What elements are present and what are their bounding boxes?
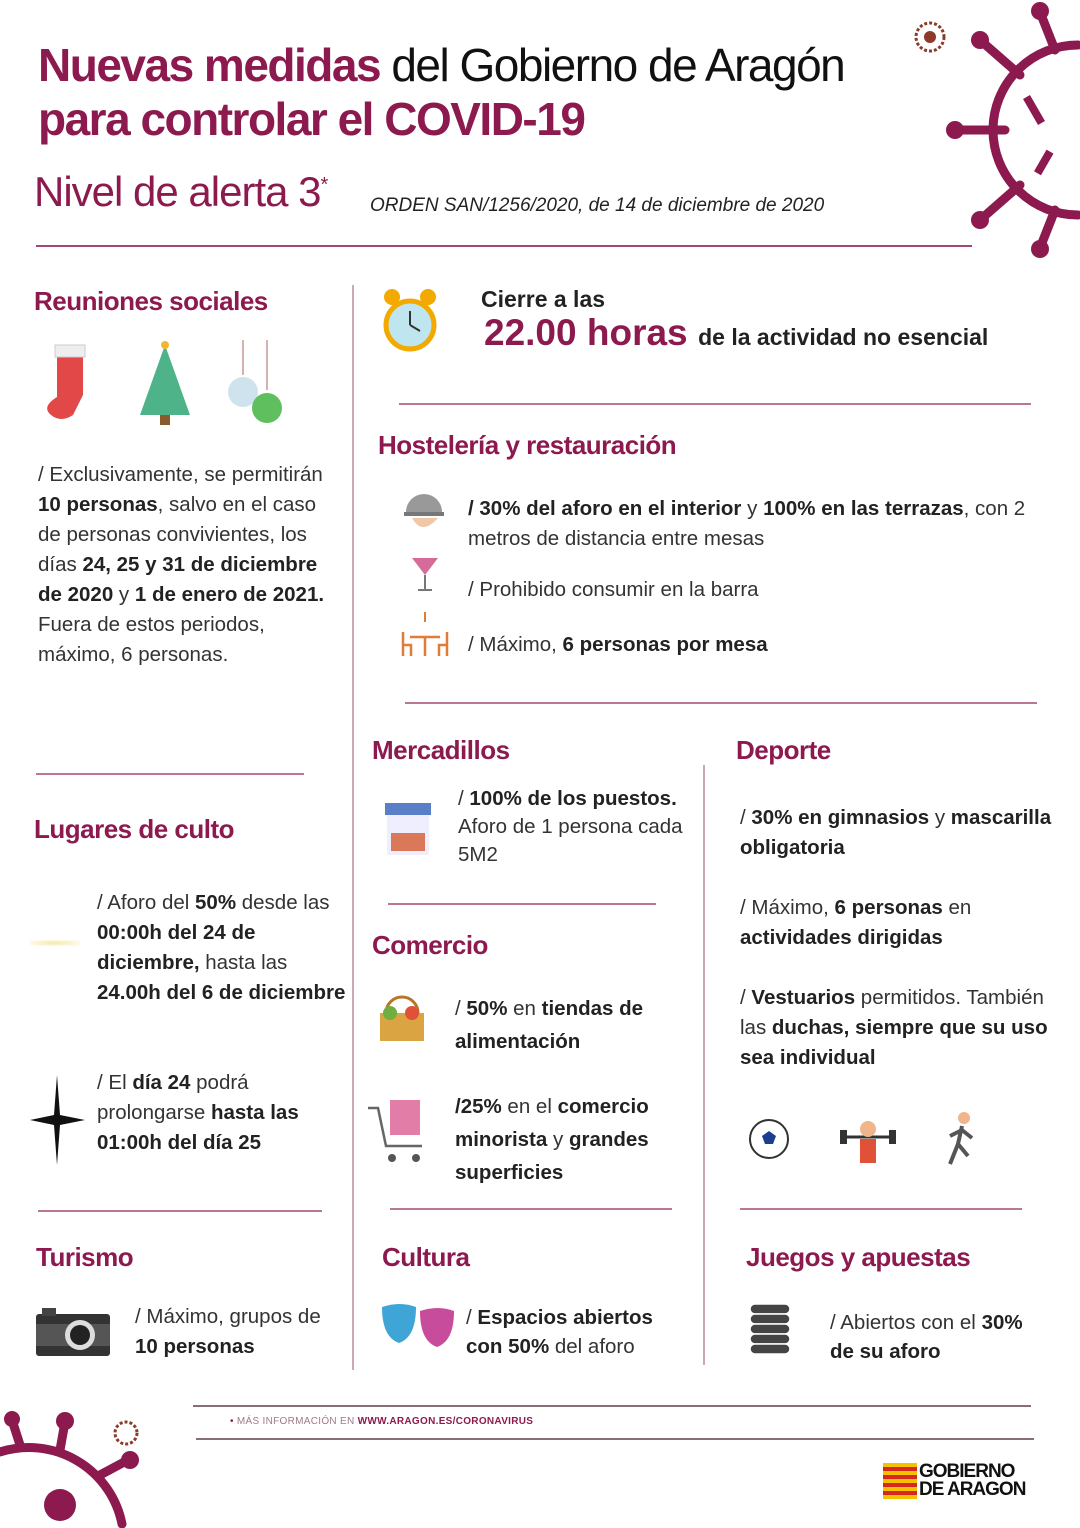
cierre-rest: de la actividad no esencial <box>698 324 989 350</box>
logo-line-2: DE ARAGON <box>919 1479 1026 1500</box>
theater-masks-icon <box>380 1303 458 1351</box>
text-segment: mascarilla obligatoria <box>740 806 1052 859</box>
text-segment: 24, 25 y 31 de diciembre de 2020 <box>38 553 318 606</box>
text-segment: 30% en gimnasios <box>751 806 930 829</box>
hosteleria-item-2 <box>468 575 1028 605</box>
deporte-item-1 <box>740 803 1060 863</box>
cierre-time-line <box>484 312 988 354</box>
text-segment: 24.00h del 6 de diciembre <box>97 981 346 1004</box>
camera-icon <box>36 1308 110 1356</box>
market-stall-icon <box>383 803 433 855</box>
heading-mercadillos: Mercadillos <box>372 735 510 765</box>
cierre-time: 22.00 horas <box>484 312 688 353</box>
text-segment: tiendas de alimentación <box>455 997 644 1053</box>
text-segment: Espacios abiertos con 50% <box>466 1306 653 1358</box>
aragon-flag-icon <box>883 1463 917 1499</box>
runner-icon <box>940 1110 980 1170</box>
table-chairs-icon <box>400 612 450 657</box>
cocktail-icon <box>410 550 440 595</box>
text-segment: /25% <box>455 1095 502 1118</box>
text-segment: / Máximo, <box>740 896 835 919</box>
text-segment: / Abiertos con el <box>830 1311 982 1334</box>
text-segment: 50% <box>195 891 237 914</box>
text-segment: y <box>929 806 951 829</box>
more-info-link[interactable]: WWW.ARAGON.ES/CORONAVIRUS <box>357 1416 534 1427</box>
text-segment: actividades dirigidas <box>740 926 943 949</box>
text-segment: / Exclusivamente, se permitirán <box>38 463 323 486</box>
text-segment: / Máximo, <box>468 633 563 656</box>
heading-deporte: Deporte <box>736 735 831 765</box>
asterisk: * <box>320 174 328 196</box>
text-segment: y <box>741 497 764 520</box>
text-segment: 6 personas <box>834 896 943 919</box>
hosteleria-item-3 <box>468 630 1028 660</box>
heading-reuniones: Reuniones sociales <box>34 286 268 316</box>
grocery-basket-icon <box>376 993 428 1045</box>
text-segment: / <box>455 997 467 1020</box>
text-segment: 00:00h del 24 de diciembre, <box>97 921 256 974</box>
text-segment: para controlar el COVID-19 <box>38 93 585 145</box>
text-segment: / Prohibido consumir en la barra <box>468 578 759 601</box>
hosteleria-item-1 <box>468 494 1038 554</box>
text-segment: 10 personas <box>38 493 158 516</box>
text-segment: día 24 <box>132 1071 191 1094</box>
text-segment: grandes superficies <box>455 1128 649 1184</box>
text-segment: en <box>507 997 542 1020</box>
text-segment: 100% en las terrazas <box>763 497 964 520</box>
text-segment: , con 2 metros de distancia entre mesas <box>468 497 1026 550</box>
alarm-clock-icon <box>380 283 440 358</box>
heading-cultura: Cultura <box>382 1242 470 1272</box>
text-segment: desde las <box>236 891 330 914</box>
text-segment: , salvo en el caso de personas convivientes, los días <box>38 493 317 576</box>
text-segment: 1 de enero de 2021. <box>134 583 325 606</box>
text-segment: y <box>113 583 135 606</box>
comercio-item-1 <box>455 992 695 1058</box>
text-segment: Nuevas medidas <box>38 39 381 91</box>
text-segment: en el <box>501 1095 558 1118</box>
heading-hosteleria: Hostelería y restauración <box>378 430 677 460</box>
text-segment: / Máximo, grupos de <box>135 1305 321 1328</box>
culto-item-2 <box>97 1068 347 1158</box>
text-segment: / El <box>97 1071 133 1094</box>
page-title <box>38 38 898 146</box>
mercadillos-text <box>458 785 683 869</box>
star-icon <box>30 1075 85 1165</box>
casino-chips-icon <box>748 1302 793 1357</box>
more-info: • MÁS INFORMACIÓN EN WWW.ARAGON.ES/CORONAVIRUS <box>230 1416 534 1427</box>
cierre-label: Cierre a las <box>481 286 606 312</box>
weightlifting-icon <box>838 1115 898 1167</box>
text-segment: / 30% del aforo en el interior <box>468 497 742 520</box>
small-virus-icon <box>108 1415 144 1451</box>
gobierno-aragon-logo <box>883 1463 1025 1499</box>
shopping-cart-icon <box>368 1100 430 1165</box>
text-segment: 30% de su aforo <box>830 1311 1023 1363</box>
text-segment: comercio minorista <box>455 1095 649 1151</box>
christmas-tree-icon <box>135 340 195 428</box>
virus-icon <box>945 0 1080 260</box>
deporte-item-2 <box>740 893 1060 953</box>
text-segment: 10 personas <box>135 1335 255 1358</box>
turismo-text <box>135 1302 335 1362</box>
culto-item-1 <box>97 888 347 1008</box>
more-info-label: MÁS INFORMACIÓN EN <box>236 1416 355 1427</box>
text-segment: en <box>942 896 972 919</box>
cloche-icon <box>402 490 447 540</box>
heading-culto: Lugares de culto <box>34 814 235 844</box>
text-segment: 6 personas por mesa <box>562 633 768 656</box>
alert-level <box>34 168 327 216</box>
juegos-text <box>830 1308 1050 1366</box>
text-segment: 50% <box>466 997 508 1020</box>
small-virus-icon <box>905 12 955 62</box>
text-segment: duchas, siempre que su uso sea individual <box>740 1016 1048 1069</box>
heading-comercio: Comercio <box>372 930 488 960</box>
text-segment: / <box>740 806 752 829</box>
text-segment: Vestuarios <box>751 986 856 1009</box>
text-segment: y <box>547 1128 569 1151</box>
stocking-icon <box>45 340 95 425</box>
heading-juegos: Juegos y apuestas <box>746 1242 971 1272</box>
text-segment: del Gobierno de Aragón <box>380 39 845 91</box>
comercio-item-2 <box>455 1090 700 1189</box>
ornaments-icon <box>225 340 285 428</box>
deporte-item-3 <box>740 983 1070 1073</box>
cultura-text <box>466 1303 686 1361</box>
logo-line-1: GOBIERNO <box>919 1461 1015 1482</box>
text-segment: 100% de los puestos. <box>469 787 677 810</box>
heading-turismo: Turismo <box>36 1242 134 1272</box>
glow-icon <box>30 940 80 946</box>
text-segment: / <box>466 1306 478 1329</box>
text-segment: / <box>740 986 752 1009</box>
text-segment: / <box>458 787 470 810</box>
text-segment: del aforo <box>549 1335 635 1358</box>
text-segment: hasta las 01:00h del día 25 <box>97 1101 299 1154</box>
text-segment: / Aforo del <box>97 891 196 914</box>
text-segment: Aforo de 1 persona cada 5M2 <box>458 815 683 866</box>
text-segment: hasta las <box>199 951 288 974</box>
text-segment: permitidos. También las <box>740 986 1044 1039</box>
text-segment: Fuera de estos periodos, máximo, 6 personas. <box>38 613 265 666</box>
soccer-ball-icon <box>747 1117 791 1161</box>
order-reference: ORDEN SAN/1256/2020, de 14 de diciembre de 2020 <box>370 195 825 216</box>
alert-level-text: Nivel de alerta 3 <box>34 168 321 215</box>
text-segment: podrá prolongarse <box>97 1071 249 1124</box>
reuniones-text <box>38 460 328 670</box>
